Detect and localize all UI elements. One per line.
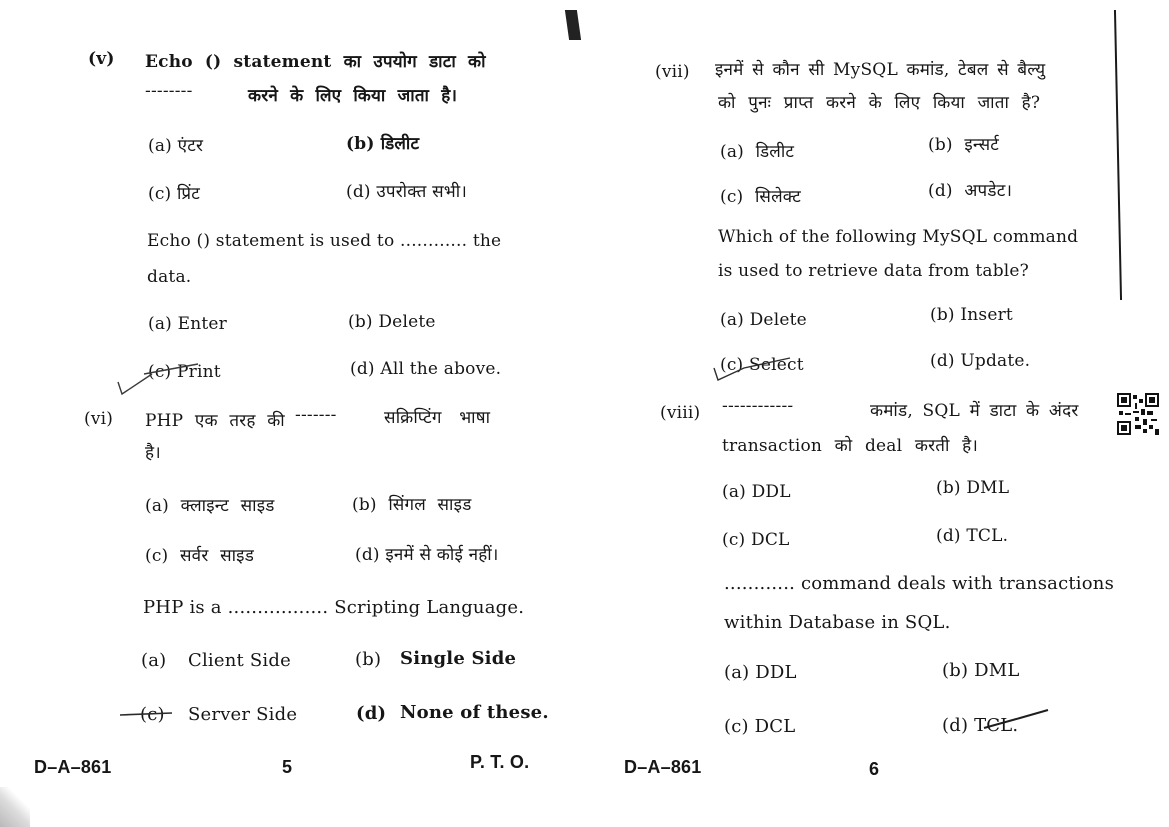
option-d-label: (d)	[356, 703, 387, 724]
strike-mark-icon	[118, 706, 178, 722]
option-a: (a) DDL	[724, 662, 797, 683]
option-d: (d) उपरोक्त सभी।	[346, 182, 467, 202]
question-number: (vi)	[84, 409, 114, 429]
option-d: (d) All the above.	[350, 359, 502, 379]
blank: -------	[295, 405, 337, 425]
option-b: (b) इन्सर्ट	[928, 135, 1000, 155]
option-c: (c) Select	[720, 355, 804, 375]
option-a: Client Side	[188, 650, 291, 671]
option-b: (b) डिलीट	[346, 134, 420, 154]
option-b: (b) Insert	[930, 305, 1013, 325]
option-d: (d) TCL.	[936, 526, 1009, 546]
question-english-line: data.	[147, 267, 192, 287]
tick-mark-icon	[112, 362, 202, 398]
question-english-line: PHP is a ................. Scripting Language.	[143, 597, 525, 618]
option-c: Server Side	[188, 704, 298, 725]
option-c: (c) प्रिंट	[148, 184, 201, 204]
paper-code: D–A–861	[34, 757, 112, 777]
option-c: (c) Print	[148, 362, 221, 382]
option-b: Single Side	[400, 648, 517, 669]
question-english-line: Which of the following MySQL command	[718, 227, 1079, 247]
option-b: (b) DML	[942, 660, 1020, 681]
question-hindi-line: PHP एक तरह की	[145, 411, 285, 431]
option-b: (b) Delete	[348, 312, 436, 332]
option-d: (d) TCL.	[942, 715, 1019, 736]
blank: --------	[145, 81, 193, 101]
option-b: (b) DML	[936, 478, 1010, 498]
question-number: (v)	[88, 49, 115, 69]
option-c: (c) सर्वर साइड	[145, 546, 255, 566]
option-a: (a) DDL	[722, 482, 791, 502]
option-c: (c) DCL	[724, 716, 796, 737]
option-a: (a) क्लाइन्ट साइड	[145, 496, 275, 516]
option-a-label: (a)	[141, 650, 167, 671]
question-hindi-line: है।	[145, 443, 161, 463]
page-number: 5	[282, 757, 293, 777]
option-b-label: (b)	[355, 649, 382, 670]
tick-mark-icon	[708, 354, 798, 384]
option-c-label: (c)	[140, 704, 165, 725]
question-number: (viii)	[660, 403, 701, 423]
option-b: (b) सिंगल साइड	[352, 495, 472, 515]
blank: ------------	[722, 396, 794, 416]
question-english-line: within Database in SQL.	[724, 612, 951, 633]
option-d: (d) इनमें से कोई नहीं।	[355, 545, 499, 565]
question-hindi-line: को पुनः प्राप्त करने के लिए किया जाता है?	[718, 93, 1041, 113]
question-hindi-line: कमांड, SQL में डाटा के अंदर	[870, 401, 1079, 421]
option-d: (d) अपडेट।	[928, 181, 1013, 201]
question-english-line: is used to retrieve data from table?	[718, 261, 1029, 281]
question-hindi-line: सक्रिप्टिंग भाषा	[384, 408, 491, 428]
question-hindi-line: इनमें से कौन सी MySQL कमांड, टेबल से बैल्यु	[715, 60, 1046, 80]
option-a: (a) Delete	[720, 310, 807, 330]
option-a: (a) Enter	[148, 314, 227, 334]
qr-code-icon	[1117, 393, 1159, 435]
paper-code: D–A–861	[624, 757, 702, 777]
please-turn-over: P. T. O.	[470, 752, 530, 772]
option-a: (a) एंटर	[148, 136, 204, 156]
option-c: (c) DCL	[722, 530, 790, 550]
tick-mark-icon	[980, 706, 1052, 734]
scan-edge-line	[1114, 10, 1122, 300]
option-c: (c) सिलेक्ट	[720, 187, 802, 207]
question-number: (vii)	[655, 62, 690, 82]
option-a: (a) डिलीट	[720, 142, 795, 162]
scan-shadow	[0, 787, 30, 827]
question-hindi-line: transaction को deal करती है।	[722, 436, 979, 456]
question-english-line: ............ command deals with transactions	[724, 573, 1115, 594]
option-d: (d) Update.	[930, 351, 1031, 371]
option-d: None of these.	[400, 702, 549, 723]
question-hindi-line: करने के लिए किया जाता है।	[248, 86, 458, 106]
scan-binding-mark	[565, 10, 581, 40]
question-hindi-line: Echo () statement का उपयोग डाटा को	[145, 52, 486, 72]
question-english-line: Echo () statement is used to ............ the	[147, 231, 502, 251]
page-number: 6	[869, 759, 880, 779]
